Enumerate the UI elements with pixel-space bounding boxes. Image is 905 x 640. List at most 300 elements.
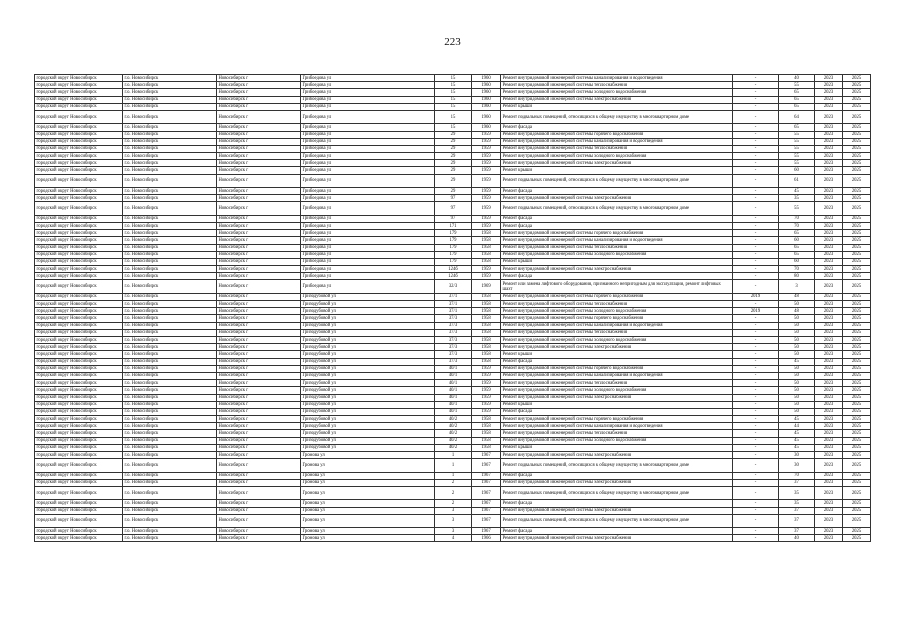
cell-city: Новосибирск г	[217, 408, 301, 415]
cell-city: Новосибирск г	[217, 131, 301, 138]
cell-build-year: 1958	[472, 337, 501, 344]
page-number: 223	[444, 36, 461, 48]
table-row	[35, 322, 871, 329]
cell-city: Новосибирск г	[217, 387, 301, 394]
cell-settlement: г.о. Новосибирск	[123, 459, 217, 472]
cell-settlement: г.о. Новосибирск	[123, 145, 217, 152]
cell-settlement: г.о. Новосибирск	[123, 372, 217, 379]
cell-period-start: 2023	[815, 486, 843, 499]
cell-house-number: 37/3	[435, 351, 472, 358]
cell-city: Новосибирск г	[217, 394, 301, 401]
cell-value: 65	[779, 251, 815, 258]
cell-build-year: 1967	[472, 507, 501, 514]
cell-street: Грибоедова ул	[301, 124, 435, 131]
cell-settlement: г.о. Новосибирск	[123, 380, 217, 387]
cell-street: Грибоедова ул	[301, 96, 435, 103]
cell-settlement: г.о. Новосибирск	[123, 188, 217, 195]
cell-period-start: 2023	[815, 329, 843, 336]
cell-house-number: 4	[435, 535, 472, 542]
cell-build-year: 1959	[472, 153, 501, 160]
table-row	[35, 535, 871, 542]
cell-value: 70	[779, 222, 815, 229]
cell-street: Грибоедова ул	[301, 202, 435, 215]
cell-settlement: г.о. Новосибирск	[123, 96, 217, 103]
cell-period-end: 2025	[843, 266, 871, 273]
cell-municipal-district: городской округ Новосибирск	[35, 500, 123, 507]
cell-value: 48	[779, 308, 815, 315]
cell-period-start: 2023	[815, 174, 843, 187]
cell-house-number: 29	[435, 145, 472, 152]
cell-municipal-district: городской округ Новосибирск	[35, 372, 123, 379]
cell-street: Грибоедова ул	[301, 266, 435, 273]
cell-municipal-district: городской округ Новосибирск	[35, 273, 123, 280]
cell-build-year: 1969	[472, 280, 501, 293]
cell-street: Гризодубовой ул	[301, 401, 435, 408]
cell-house-number: 15	[435, 89, 472, 96]
cell-work-type: Ремонт крыши	[501, 351, 733, 358]
cell-last-repair-year: -	[733, 315, 779, 322]
cell-street: Громова ул	[301, 459, 435, 472]
cell-last-repair-year: -	[733, 237, 779, 244]
cell-build-year: 1959	[472, 145, 501, 152]
cell-last-repair-year: -	[733, 145, 779, 152]
cell-settlement: г.о. Новосибирск	[123, 500, 217, 507]
cell-work-type: Ремонт внутридомовой инженерной системы теплоснабжения	[501, 301, 733, 308]
cell-period-end: 2025	[843, 96, 871, 103]
cell-street: Громова ул	[301, 535, 435, 542]
cell-period-end: 2025	[843, 472, 871, 479]
cell-house-number: 29	[435, 167, 472, 174]
cell-municipal-district: городской округ Новосибирск	[35, 75, 123, 82]
cell-street: Грибоедова ул	[301, 82, 435, 89]
cell-house-number: 40/2	[435, 430, 472, 437]
cell-work-type: Ремонт фасада	[501, 222, 733, 229]
cell-period-end: 2025	[843, 244, 871, 251]
cell-period-start: 2023	[815, 459, 843, 472]
table-row	[35, 430, 871, 437]
cell-period-end: 2025	[843, 479, 871, 486]
table-row	[35, 308, 871, 315]
cell-value: 50	[779, 401, 815, 408]
cell-build-year: 1958	[472, 230, 501, 237]
cell-municipal-district: городской округ Новосибирск	[35, 230, 123, 237]
cell-last-repair-year: -	[733, 89, 779, 96]
cell-value: 35	[779, 195, 815, 202]
cell-city: Новосибирск г	[217, 322, 301, 329]
cell-last-repair-year: -	[733, 215, 779, 222]
cell-city: Новосибирск г	[217, 452, 301, 459]
cell-work-type: Ремонт внутридомовой инженерной системы горячего водоснабжения	[501, 230, 733, 237]
cell-house-number: 179	[435, 258, 472, 265]
cell-build-year: 1958	[472, 237, 501, 244]
table-row	[35, 103, 871, 110]
cell-period-end: 2025	[843, 394, 871, 401]
cell-municipal-district: городской округ Новосибирск	[35, 535, 123, 542]
cell-city: Новосибирск г	[217, 188, 301, 195]
cell-work-type: Ремонт внутридомовой инженерной системы горячего водоснабжения	[501, 315, 733, 322]
cell-house-number: 37/1	[435, 293, 472, 300]
cell-house-number: 97	[435, 215, 472, 222]
cell-house-number: 29	[435, 188, 472, 195]
cell-build-year: 1958	[472, 293, 501, 300]
cell-period-end: 2025	[843, 174, 871, 187]
cell-city: Новосибирск г	[217, 258, 301, 265]
cell-city: Новосибирск г	[217, 160, 301, 167]
cell-city: Новосибирск г	[217, 280, 301, 293]
cell-value: 70	[779, 215, 815, 222]
cell-last-repair-year: -	[733, 174, 779, 187]
cell-period-end: 2025	[843, 103, 871, 110]
cell-work-type: Ремонт внутридомовой инженерной системы теплоснабжения	[501, 380, 733, 387]
cell-period-start: 2023	[815, 103, 843, 110]
table-row	[35, 174, 871, 187]
cell-settlement: г.о. Новосибирск	[123, 507, 217, 514]
cell-settlement: г.о. Новосибирск	[123, 408, 217, 415]
table-row	[35, 528, 871, 535]
cell-city: Новосибирск г	[217, 153, 301, 160]
cell-house-number: 37/3	[435, 315, 472, 322]
table-row	[35, 237, 871, 244]
cell-city: Новосибирск г	[217, 89, 301, 96]
cell-period-end: 2025	[843, 322, 871, 329]
table-row	[35, 365, 871, 372]
cell-build-year: 1959	[472, 202, 501, 215]
cell-build-year: 1958	[472, 423, 501, 430]
cell-work-type: Ремонт внутридомовой инженерной системы канализирования и водоотведения	[501, 75, 733, 82]
cell-house-number: 37/3	[435, 322, 472, 329]
cell-period-start: 2023	[815, 472, 843, 479]
cell-period-start: 2023	[815, 452, 843, 459]
cell-settlement: г.о. Новосибирск	[123, 110, 217, 123]
cell-last-repair-year: -	[733, 280, 779, 293]
cell-period-end: 2025	[843, 230, 871, 237]
cell-settlement: г.о. Новосибирск	[123, 124, 217, 131]
cell-municipal-district: городской округ Новосибирск	[35, 188, 123, 195]
cell-work-type: Ремонт внутридомовой инженерной системы холодного водоснабжения	[501, 89, 733, 96]
cell-work-type: Ремонт крыши	[501, 167, 733, 174]
cell-street: Громова ул	[301, 507, 435, 514]
cell-work-type: Ремонт подвальных помещений, относящихся к общему имуществу в многоквартирном доме	[501, 202, 733, 215]
cell-work-type: Ремонт внутридомовой инженерной системы холодного водоснабжения	[501, 337, 733, 344]
table-row	[35, 258, 871, 265]
cell-period-start: 2023	[815, 500, 843, 507]
cell-settlement: г.о. Новосибирск	[123, 337, 217, 344]
cell-street: Грибоедова ул	[301, 273, 435, 280]
cell-work-type: Ремонт фасада	[501, 500, 733, 507]
cell-street: Грибоедова ул	[301, 153, 435, 160]
cell-value: 45	[779, 188, 815, 195]
cell-work-type: Ремонт внутридомовой инженерной системы теплоснабжения	[501, 82, 733, 89]
cell-last-repair-year: -	[733, 486, 779, 499]
cell-street: Гризодубовой ул	[301, 408, 435, 415]
cell-build-year: 1960	[472, 82, 501, 89]
cell-work-type: Ремонт внутридомовой инженерной системы канализирования и водоотведения	[501, 423, 733, 430]
cell-street: Гризодубовой ул	[301, 344, 435, 351]
cell-street: Громова ул	[301, 479, 435, 486]
cell-value: 70	[779, 266, 815, 273]
cell-settlement: г.о. Новосибирск	[123, 195, 217, 202]
cell-street: Гризодубовой ул	[301, 423, 435, 430]
cell-house-number: 2	[435, 479, 472, 486]
cell-settlement: г.о. Новосибирск	[123, 344, 217, 351]
cell-last-repair-year: -	[733, 322, 779, 329]
cell-period-end: 2025	[843, 423, 871, 430]
cell-work-type: Ремонт фасада	[501, 273, 733, 280]
cell-period-end: 2025	[843, 430, 871, 437]
cell-house-number: 37/3	[435, 344, 472, 351]
cell-last-repair-year: -	[733, 131, 779, 138]
cell-work-type: Ремонт крыши	[501, 103, 733, 110]
cell-municipal-district: городской округ Новосибирск	[35, 507, 123, 514]
cell-municipal-district: городской округ Новосибирск	[35, 251, 123, 258]
cell-street: Громова ул	[301, 486, 435, 499]
cell-build-year: 1958	[472, 358, 501, 365]
cell-last-repair-year: 2019	[733, 308, 779, 315]
cell-house-number: 15	[435, 96, 472, 103]
cell-house-number: 1	[435, 472, 472, 479]
cell-work-type: Ремонт или замена лифтового оборудования, признанного непригодным для эксплуатации, ремонт лифтовых шахт	[501, 280, 733, 293]
cell-municipal-district: городской округ Новосибирск	[35, 244, 123, 251]
cell-last-repair-year: -	[733, 230, 779, 237]
cell-value: 35	[779, 500, 815, 507]
cell-period-start: 2023	[815, 188, 843, 195]
cell-value: 50	[779, 387, 815, 394]
cell-value: 3	[779, 280, 815, 293]
cell-value: 45	[779, 416, 815, 423]
cell-build-year: 1958	[472, 244, 501, 251]
cell-period-end: 2025	[843, 535, 871, 542]
cell-city: Новосибирск г	[217, 329, 301, 336]
table-row	[35, 273, 871, 280]
cell-settlement: г.о. Новосибирск	[123, 131, 217, 138]
cell-settlement: г.о. Новосибирск	[123, 394, 217, 401]
cell-municipal-district: городской округ Новосибирск	[35, 167, 123, 174]
cell-period-start: 2023	[815, 394, 843, 401]
cell-value: 65	[779, 96, 815, 103]
cell-last-repair-year: -	[733, 337, 779, 344]
cell-last-repair-year: -	[733, 408, 779, 415]
cell-period-start: 2023	[815, 430, 843, 437]
cell-last-repair-year: -	[733, 251, 779, 258]
cell-house-number: 29	[435, 160, 472, 167]
cell-build-year: 1958	[472, 258, 501, 265]
cell-city: Новосибирск г	[217, 437, 301, 444]
cell-work-type: Ремонт внутридомовой инженерной системы электроснабжения	[501, 507, 733, 514]
cell-settlement: г.о. Новосибирск	[123, 266, 217, 273]
cell-city: Новосибирск г	[217, 507, 301, 514]
cell-municipal-district: городской округ Новосибирск	[35, 301, 123, 308]
cell-period-start: 2023	[815, 195, 843, 202]
cell-house-number: 40/2	[435, 423, 472, 430]
cell-value: 55	[779, 153, 815, 160]
cell-work-type: Ремонт подвальных помещений, относящихся к общему имуществу в многоквартирном доме	[501, 110, 733, 123]
cell-last-repair-year: -	[733, 472, 779, 479]
table-row	[35, 416, 871, 423]
cell-value: 50	[779, 337, 815, 344]
cell-build-year: 1967	[472, 528, 501, 535]
cell-municipal-district: городской округ Новосибирск	[35, 138, 123, 145]
cell-last-repair-year: -	[733, 416, 779, 423]
cell-settlement: г.о. Новосибирск	[123, 315, 217, 322]
cell-value: 45	[779, 358, 815, 365]
cell-work-type: Ремонт внутридомовой инженерной системы горячего водоснабжения	[501, 416, 733, 423]
cell-period-start: 2023	[815, 401, 843, 408]
cell-period-start: 2023	[815, 124, 843, 131]
cell-period-start: 2023	[815, 365, 843, 372]
cell-city: Новосибирск г	[217, 430, 301, 437]
cell-value: 60	[779, 237, 815, 244]
cell-period-start: 2023	[815, 251, 843, 258]
cell-city: Новосибирск г	[217, 500, 301, 507]
cell-build-year: 1959	[472, 372, 501, 379]
cell-house-number: 3	[435, 514, 472, 527]
cell-settlement: г.о. Новосибирск	[123, 103, 217, 110]
cell-city: Новосибирск г	[217, 401, 301, 408]
cell-street: Грибоедова ул	[301, 131, 435, 138]
cell-settlement: г.о. Новосибирск	[123, 452, 217, 459]
cell-house-number: 40/1	[435, 394, 472, 401]
cell-period-end: 2025	[843, 131, 871, 138]
cell-period-start: 2023	[815, 514, 843, 527]
cell-period-end: 2025	[843, 280, 871, 293]
cell-build-year: 1959	[472, 167, 501, 174]
cell-house-number: 3	[435, 507, 472, 514]
cell-house-number: 40/1	[435, 380, 472, 387]
cell-value: 55	[779, 138, 815, 145]
cell-house-number: 1	[435, 459, 472, 472]
cell-build-year: 1959	[472, 380, 501, 387]
cell-period-end: 2025	[843, 75, 871, 82]
cell-period-end: 2025	[843, 401, 871, 408]
cell-street: Громова ул	[301, 452, 435, 459]
table-row	[35, 408, 871, 415]
cell-municipal-district: городской округ Новосибирск	[35, 258, 123, 265]
cell-value: 50	[779, 301, 815, 308]
cell-period-start: 2023	[815, 160, 843, 167]
cell-period-start: 2023	[815, 437, 843, 444]
cell-settlement: г.о. Новосибирск	[123, 160, 217, 167]
cell-period-end: 2025	[843, 408, 871, 415]
cell-last-repair-year: -	[733, 535, 779, 542]
cell-settlement: г.о. Новосибирск	[123, 301, 217, 308]
cell-period-start: 2023	[815, 153, 843, 160]
cell-settlement: г.о. Новосибирск	[123, 174, 217, 187]
cell-municipal-district: городской округ Новосибирск	[35, 215, 123, 222]
cell-period-end: 2025	[843, 258, 871, 265]
cell-municipal-district: городской округ Новосибирск	[35, 322, 123, 329]
cell-street: Грибоедова ул	[301, 145, 435, 152]
table-row	[35, 358, 871, 365]
cell-municipal-district: городской округ Новосибирск	[35, 423, 123, 430]
cell-last-repair-year: -	[733, 266, 779, 273]
cell-municipal-district: городской округ Новосибирск	[35, 266, 123, 273]
cell-value: 65	[779, 89, 815, 96]
cell-period-end: 2025	[843, 486, 871, 499]
table-row	[35, 387, 871, 394]
cell-house-number: 37/3	[435, 337, 472, 344]
cell-period-start: 2023	[815, 280, 843, 293]
cell-work-type: Ремонт внутридомовой инженерной системы электроснабжения	[501, 160, 733, 167]
cell-value: 50	[779, 322, 815, 329]
cell-last-repair-year: -	[733, 195, 779, 202]
cell-last-repair-year: -	[733, 153, 779, 160]
cell-value: 65	[779, 103, 815, 110]
table-row	[35, 514, 871, 527]
cell-settlement: г.о. Новосибирск	[123, 430, 217, 437]
cell-city: Новосибирск г	[217, 110, 301, 123]
cell-work-type: Ремонт внутридомовой инженерной системы электроснабжения	[501, 96, 733, 103]
cell-street: Грибоедова ул	[301, 160, 435, 167]
cell-build-year: 1967	[472, 514, 501, 527]
cell-municipal-district: городской округ Новосибирск	[35, 153, 123, 160]
cell-period-end: 2025	[843, 380, 871, 387]
cell-settlement: г.о. Новосибирск	[123, 437, 217, 444]
cell-value: 55	[779, 160, 815, 167]
cell-build-year: 1958	[472, 322, 501, 329]
cell-period-start: 2023	[815, 244, 843, 251]
cell-period-end: 2025	[843, 82, 871, 89]
cell-period-end: 2025	[843, 437, 871, 444]
cell-last-repair-year: -	[733, 110, 779, 123]
cell-city: Новосибирск г	[217, 103, 301, 110]
cell-municipal-district: городской округ Новосибирск	[35, 528, 123, 535]
cell-build-year: 1960	[472, 124, 501, 131]
cell-municipal-district: городской округ Новосибирск	[35, 472, 123, 479]
cell-municipal-district: городской округ Новосибирск	[35, 110, 123, 123]
cell-period-start: 2023	[815, 110, 843, 123]
cell-period-start: 2023	[815, 315, 843, 322]
table-row	[35, 293, 871, 300]
cell-build-year: 1958	[472, 308, 501, 315]
cell-settlement: г.о. Новосибирск	[123, 444, 217, 451]
cell-value: 45	[779, 430, 815, 437]
cell-street: Гризодубовой ул	[301, 394, 435, 401]
table-row	[35, 138, 871, 145]
cell-period-start: 2023	[815, 75, 843, 82]
cell-value: 48	[779, 293, 815, 300]
cell-municipal-district: городской округ Новосибирск	[35, 430, 123, 437]
cell-settlement: г.о. Новосибирск	[123, 222, 217, 229]
cell-work-type: Ремонт внутридомовой инженерной системы электроснабжения	[501, 394, 733, 401]
cell-city: Новосибирск г	[217, 486, 301, 499]
cell-period-start: 2023	[815, 258, 843, 265]
cell-street: Грибоедова ул	[301, 280, 435, 293]
cell-period-start: 2023	[815, 293, 843, 300]
cell-house-number: 179	[435, 237, 472, 244]
cell-house-number: 2	[435, 500, 472, 507]
cell-settlement: г.о. Новосибирск	[123, 472, 217, 479]
cell-work-type: Ремонт внутридомовой инженерной системы холодного водоснабжения	[501, 387, 733, 394]
cell-house-number: 40/1	[435, 365, 472, 372]
cell-build-year: 1958	[472, 301, 501, 308]
cell-period-start: 2023	[815, 372, 843, 379]
cell-settlement: г.о. Новосибирск	[123, 528, 217, 535]
cell-last-repair-year: -	[733, 96, 779, 103]
cell-house-number: 179	[435, 244, 472, 251]
cell-settlement: г.о. Новосибирск	[123, 215, 217, 222]
cell-municipal-district: городской округ Новосибирск	[35, 394, 123, 401]
cell-build-year: 1958	[472, 329, 501, 336]
table-row	[35, 337, 871, 344]
cell-period-start: 2023	[815, 444, 843, 451]
cell-last-repair-year: -	[733, 202, 779, 215]
cell-period-end: 2025	[843, 337, 871, 344]
cell-period-end: 2025	[843, 315, 871, 322]
cell-municipal-district: городской округ Новосибирск	[35, 401, 123, 408]
cell-last-repair-year: -	[733, 380, 779, 387]
cell-last-repair-year: -	[733, 387, 779, 394]
cell-work-type: Ремонт фасада	[501, 358, 733, 365]
